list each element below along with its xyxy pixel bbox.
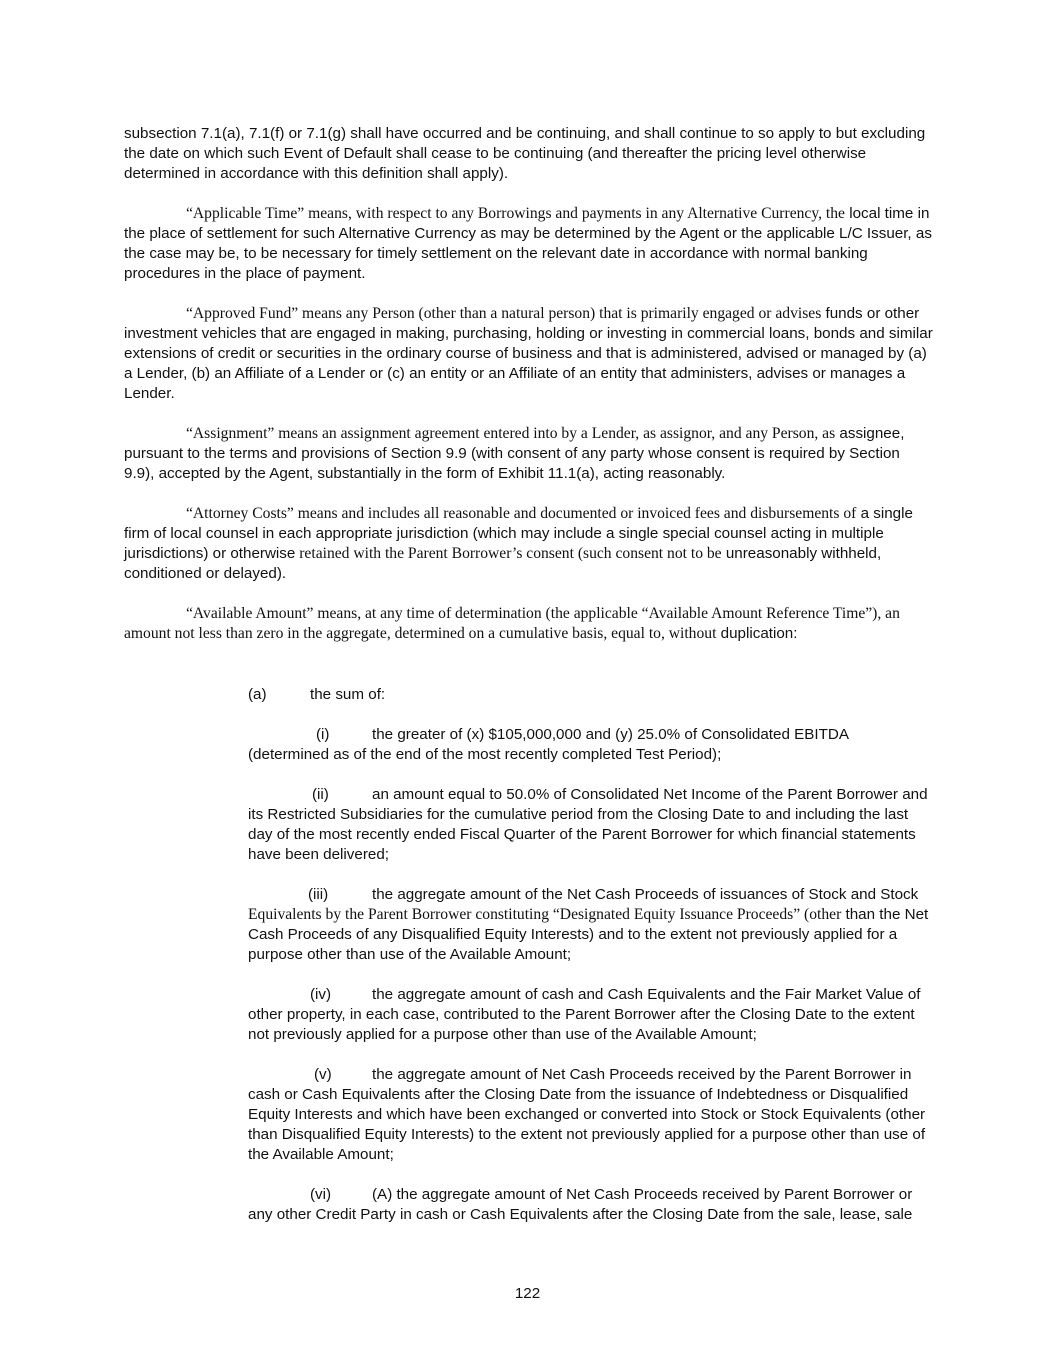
definition-text: a single firm of local counsel in each appropriate jurisdiction (which may include a single special counsel acting in multiple jurisdictions) or otherwise <box>124 505 913 562</box>
definition-text-end: unreasonably withheld, conditioned or delayed). <box>124 545 882 582</box>
clause-text: the aggregate amount of Net Cash Proceeds received by the Parent Borrower in cash or Cash Equivalents after the Closing Date from the issuance of Indebtedness or Disqualified Equity Interests and which have been exchanged or converted into Stock or Stock Equivalents (other than Disqualified Equity Interests) to the extent not previously applied for a purpose other than use of the Available Amount; <box>248 1066 926 1163</box>
clause-text: the sum of: <box>310 686 386 703</box>
clause-label: (ii) <box>312 786 329 803</box>
definition-text: duplication: <box>720 625 798 642</box>
clause-label: (iv) <box>310 986 332 1003</box>
clause-text-end: than the Net Cash Proceeds of any Disqualified Equity Interests) and to the extent not previously applied for a purpose other than use of the Available Amount; <box>248 906 929 963</box>
definition-text-serif: retained with the Parent Borrower’s consent (such consent not to be <box>295 545 722 562</box>
clause-label: (v) <box>314 1066 332 1083</box>
definition-lead: “Approved Fund” means any Person (other than a natural person) that is primarily engaged or advises <box>186 305 822 322</box>
clause-text: the aggregate amount of cash and Cash Equivalents and the Fair Market Value of other property, in each case, contributed to the Parent Borrower after the Closing Date to the extent not previously applied for a purpose other than use of the Available Amount; <box>248 986 921 1043</box>
clause-text: the greater of (x) $105,000,000 and (y) 25.0% of Consolidated EBITDA (determined as of the end of the most recently completed Test Period); <box>248 726 849 763</box>
definition-lead: “Available Amount” means, at any time of determination (the applicable “Available Amount Reference Time”), an amount not less than zero in the aggregate, determined on a cumulative basis, equal to, without <box>124 605 900 642</box>
definition-lead: “Applicable Time” means, with respect to any Borrowings and payments in any Alternative Currency, the <box>186 205 845 222</box>
definition-text: local time in the place of settlement for such Alternative Currency as may be determined by the Agent or the applicable L/C Issuer, as the case may be, to be necessary for timely settlement on the relevant date in accordance with normal banking procedures in the place of payment. <box>124 205 932 282</box>
definition-text: funds or other investment vehicles that are engaged in making, purchasing, holding or investing in commercial loans, bonds and similar extensions of credit or securities in the ordinary course of business and that is administered, advised or managed by (a) a Lender, (b) an Affiliate of a Lender or (c) an entity or an Affiliate of an entity that administers, advises or manages a Lender. <box>124 305 933 402</box>
definition-lead: “Assignment” means an assignment agreement entered into by a Lender, as assignor, and any Person, as <box>186 425 836 442</box>
definition-assignment <box>124 424 934 484</box>
clause-i <box>248 725 932 765</box>
clause-text: an amount equal to 50.0% of Consolidated Net Income of the Parent Borrower and its Restricted Subsidiaries for the cumulative period from the Closing Date to and including the last day of the most recently ended Fiscal Quarter of the Parent Borrower for which financial statements have been delivered; <box>248 786 928 863</box>
clause-vi <box>248 1185 932 1225</box>
clause-text: (A) the aggregate amount of Net Cash Proceeds received by Parent Borrower or any other Credit Party in cash or Cash Equivalents after the Closing Date from the sale, lease, sale <box>248 1186 913 1223</box>
paragraph-text: subsection 7.1(a), 7.1(f) or 7.1(g) shall have occurred and be continuing, and shall continue to so apply to but excluding the date on which such Event of Default shall cease to be continuing (and thereafter the pricing level otherwise determined in accordance with this definition shall apply). <box>124 125 926 182</box>
clause-iii <box>248 885 932 965</box>
definition-approved-fund <box>124 304 934 404</box>
clause-label: (a) <box>248 686 267 703</box>
clause-ii <box>248 785 932 865</box>
clause-label: (i) <box>316 726 330 743</box>
clause-iv <box>248 985 932 1045</box>
clause-label: (vi) <box>310 1186 332 1203</box>
clause-a <box>248 685 932 705</box>
definition-applicable-time <box>124 204 934 284</box>
clause-label: (iii) <box>308 886 329 903</box>
clause-text-serif: Equivalents by the Parent Borrower constituting “Designated Equity Issuance Proceeds” (other <box>248 906 842 923</box>
definition-lead: “Attorney Costs” means and includes all reasonable and documented or invoiced fees and disbursements of <box>186 505 857 522</box>
paragraph-continuation <box>124 124 934 184</box>
definition-available-amount <box>124 604 934 644</box>
definition-text: assignee, pursuant to the terms and provisions of Section 9.9 (with consent of any party whose consent is required by Section 9.9), accepted by the Agent, substantially in the form of Exhibit 11.1(a), acting reasonably. <box>124 425 905 482</box>
definition-attorney-costs <box>124 504 934 584</box>
clause-text: the aggregate amount of the Net Cash Proceeds of issuances of Stock and Stock <box>372 886 919 903</box>
clause-v <box>248 1065 932 1165</box>
page-number: 122 <box>514 1285 541 1302</box>
